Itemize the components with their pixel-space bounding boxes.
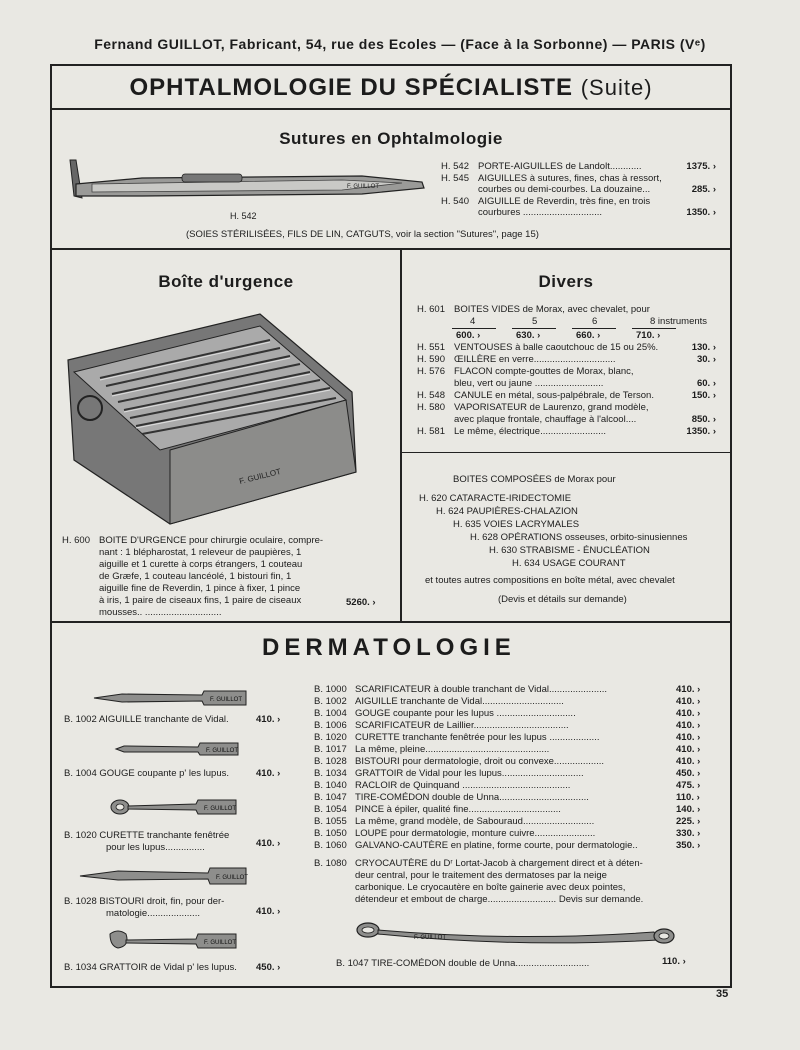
tire-price: 110. › <box>662 956 686 967</box>
illustration-caption: H. 542 <box>230 211 257 221</box>
item-code: B. 1017 <box>314 744 347 755</box>
instrument-price: 660. › <box>576 330 601 341</box>
list-item <box>417 366 634 378</box>
derma-list-item <box>314 732 670 744</box>
list-item <box>454 378 603 390</box>
list-item <box>417 342 658 354</box>
boite-line: mousses.. ............................. <box>99 607 222 618</box>
derma-left-item: B. 1002 AIGUILLE tranchante de Vidal. <box>64 714 229 725</box>
item-price: 225. › <box>676 816 701 827</box>
composees-intro: BOITES COMPOSÉES de Morax pour <box>453 474 616 485</box>
instrument-count: 6 <box>592 316 598 327</box>
underline <box>512 328 556 329</box>
derma-list-item <box>314 696 670 708</box>
derma-left-item: B. 1028 BISTOURI droit, fin, pour der- <box>64 896 225 907</box>
item-price: 450. › <box>676 768 701 779</box>
item-code: H. 548 <box>417 390 445 401</box>
derma-left-item: B. 1020 CURETTE tranchante fenêtrée <box>64 830 230 841</box>
item-code: H. 634 <box>512 558 540 569</box>
boite-title: Boîte d'urgence <box>158 272 294 291</box>
derma-list-item <box>314 828 670 840</box>
item-desc: ŒILLÈRE en verre............................... <box>454 354 616 365</box>
item-code: B. 1040 <box>314 780 347 791</box>
main-title-suffix: (Suite) <box>580 75 653 100</box>
grattoir-illustration <box>108 928 240 952</box>
item-desc: VOIES LACRYMALES <box>483 519 580 530</box>
underline <box>632 328 676 329</box>
item-price: 410. › <box>676 720 701 731</box>
composee-item <box>436 506 578 518</box>
derma-list-item <box>314 804 670 816</box>
item-desc: LOUPE pour dermatologie, monture cuivre....................... <box>355 828 596 839</box>
engraving-text: F. GUILLOT <box>204 806 237 812</box>
item-code: B. 1050 <box>314 828 347 839</box>
derma-list-item <box>314 768 670 780</box>
derma-left-item: B. 1034 GRATTOIR de Vidal p' les lupus. <box>64 962 237 973</box>
instrument-count: 8 instruments <box>650 316 708 327</box>
cryo-line: CRYOCAUTÈRE du Dʳ Lortat-Jacob à chargement direct et à déten- <box>355 858 643 869</box>
aiguille-illustration <box>92 688 252 708</box>
item-code: B. 1054 <box>314 804 347 815</box>
item-desc: GOUGE coupante pour les lupus .............................. <box>355 708 576 719</box>
composees-other: et toutes autres compositions en boîte métal, avec chevalet <box>425 575 675 586</box>
item-desc: VAPORISATEUR de Laurenzo, grand modèle, <box>454 402 649 413</box>
item-code: B. 1028 <box>314 756 347 767</box>
item-desc: GALVANO-CAUTÈRE en platine, forme courte, pour dermatologie.. <box>355 840 638 851</box>
derma-list-item <box>314 840 670 852</box>
item-code: B. 1006 <box>314 720 347 731</box>
item-price: 150. › <box>691 390 716 401</box>
boite-code: H. 600 <box>62 535 90 546</box>
item-price: 285. › <box>691 184 716 195</box>
item-code: H. 620 <box>419 493 447 504</box>
item-desc: Le même, électrique......................... <box>454 426 607 437</box>
list-item <box>478 207 602 219</box>
item-desc: GRATTOIR de Vidal pour les lupus............................... <box>355 768 584 779</box>
derma-left-item: pour les lupus............... <box>106 842 205 853</box>
composee-item <box>419 493 571 505</box>
divider <box>50 108 732 110</box>
item-desc: CANULE en métal, sous-palpébrale, de Terson. <box>454 390 654 401</box>
composee-item <box>512 558 626 570</box>
list-item <box>441 161 642 173</box>
item-code: H. 628 <box>470 532 498 543</box>
item-price: 1350. › <box>686 207 716 218</box>
item-desc: FLACON compte-gouttes de Morax, blanc, <box>454 366 634 377</box>
item-price: 350. › <box>676 840 701 851</box>
item-desc: PORTE-AIGUILLES de Landolt............ <box>478 161 642 172</box>
boite-line: de Græfe, 1 couteau lancéolé, 1 bistouri fin, 1 <box>99 571 292 582</box>
item-price: 410. › <box>676 684 701 695</box>
derma-left-item: matologie.................... <box>106 908 200 919</box>
derma-left-price: 410. › <box>256 838 281 849</box>
tire-caption: B. 1047 TIRE-COMÉDON double de Unna............................ <box>336 958 590 969</box>
item-code: B. 1080 <box>314 858 347 869</box>
item-code: B. 1060 <box>314 840 347 851</box>
boite-line: aiguille fine de Reverdin, 1 pince à fixer, 1 pince <box>99 583 301 594</box>
item-desc: TIRE-COMÉDON double de Unna.................................. <box>355 792 589 803</box>
composee-item <box>470 532 687 544</box>
sutures-note: (SOIES STÉRILISÉES, FILS DE LIN, CATGUTS, voir la section "Sutures", page 15) <box>186 229 539 240</box>
tire-comedon-illustration <box>354 918 680 948</box>
item-code: B. 1034 <box>314 768 347 779</box>
derma-left-price: 450. › <box>256 962 281 973</box>
item-code: H. 542 <box>441 161 469 172</box>
derma-left-item: B. 1004 GOUGE coupante p' les lupus. <box>64 768 229 779</box>
item-desc: AIGUILLE tranchante de Vidal............................... <box>355 696 564 707</box>
instrument-count: 4 <box>470 316 476 327</box>
item-desc: OPÉRATIONS osseuses, orbito-sinusiennes <box>500 532 688 543</box>
emergency-box-illustration <box>60 300 360 526</box>
list-item <box>478 184 650 196</box>
list-item <box>314 858 643 870</box>
item-desc: STRABISME - ÉNUCLÉATION <box>519 545 650 556</box>
item-price: 30. › <box>696 354 716 365</box>
derma-list-item <box>314 684 670 696</box>
item-price: 410. › <box>676 744 701 755</box>
engraving-text: F. GUILLOT <box>210 697 243 703</box>
item-price: 1375. › <box>686 161 716 172</box>
item-desc: La même, pleine............................................... <box>355 744 550 755</box>
cryo-line: deur central, pour le traitement des dermatoses par la neige <box>355 870 607 881</box>
instrument-price: 600. › <box>456 330 481 341</box>
boite-line: aiguille et 1 curette à corps étrangers, 1 couteau <box>99 559 303 570</box>
item-desc: BOITES VIDES de Morax, avec chevalet, pour <box>454 304 650 315</box>
underline <box>452 328 496 329</box>
derma-left-price: 410. › <box>256 768 281 779</box>
item-desc: BISTOURI pour dermatologie, droit ou convexe................... <box>355 756 605 767</box>
item-price: 110. › <box>676 792 700 803</box>
boite-line: à iris, 1 paire de ciseaux fins, 1 paire de ciseaux <box>99 595 302 606</box>
item-price: 850. › <box>691 414 716 425</box>
divider <box>400 452 732 453</box>
engraving-text: F. GUILLOT <box>204 940 237 946</box>
item-desc: CATARACTE-IRIDECTOMIE <box>449 493 572 504</box>
item-code: H. 635 <box>453 519 481 530</box>
list-item <box>417 390 654 402</box>
derma-title: DERMATOLOGIE <box>262 634 516 661</box>
item-code: H. 624 <box>436 506 464 517</box>
needle-holder-illustration <box>62 156 432 212</box>
composee-item <box>489 545 650 557</box>
item-price: 410. › <box>676 696 701 707</box>
item-desc: SCARIFICATEUR à double tranchant de Vidal...................... <box>355 684 608 695</box>
item-desc: AIGUILLES à sutures, fines, chas à ressort, <box>478 173 662 184</box>
item-desc: courbures .............................. <box>478 207 603 218</box>
item-desc: USAGE COURANT <box>542 558 626 569</box>
item-price: 1350. › <box>686 426 716 437</box>
divider <box>400 250 402 621</box>
list-item <box>454 414 636 426</box>
list-item <box>417 304 650 316</box>
main-title-text: OPHTALMOLOGIE DU SPÉCIALISTE <box>129 74 574 101</box>
item-desc: VENTOUSES à balle caoutchouc de 15 ou 25%. <box>454 342 659 353</box>
derma-list-item <box>314 708 670 720</box>
derma-list-item <box>314 720 670 732</box>
derma-list-item <box>314 792 670 804</box>
instrument-price: 630. › <box>516 330 541 341</box>
item-desc: CURETTE tranchante fenêtrée pour les lupus ................... <box>355 732 600 743</box>
item-price: 140. › <box>676 804 701 815</box>
item-code: H. 545 <box>441 173 469 184</box>
item-code: B. 1047 <box>314 792 347 803</box>
divider <box>50 621 732 623</box>
item-price: 410. › <box>676 708 701 719</box>
instrument-count: 5 <box>532 316 538 327</box>
item-price: 410. › <box>676 732 701 743</box>
derma-left-price: 410. › <box>256 714 281 725</box>
boite-line: nant : 1 blépharostat, 1 releveur de paupières, 1 <box>99 547 302 558</box>
item-desc: PAUPIÈRES-CHALAZION <box>466 506 578 517</box>
item-code: B. 1020 <box>314 732 347 743</box>
sutures-title: Sutures en Ophtalmologie <box>279 129 503 148</box>
list-item <box>417 426 606 438</box>
item-code: B. 1055 <box>314 816 347 827</box>
item-code: B. 1004 <box>314 708 347 719</box>
item-desc: PINCE à épiler, qualité fine................................... <box>355 804 561 815</box>
composees-note: (Devis et détails sur demande) <box>498 594 627 605</box>
engraving-text: F. GUILLOT <box>216 875 249 881</box>
item-price: 130. › <box>691 342 716 353</box>
engraving-text: F. GUILLOT <box>347 184 380 190</box>
item-desc: courbes ou demi-courbes. La douzaine... <box>478 184 651 195</box>
item-code: H. 581 <box>417 426 445 437</box>
bistouri-illustration <box>78 866 250 886</box>
item-desc: AIGUILLE de Reverdin, très fine, en trois <box>478 196 651 207</box>
derma-left-price: 410. › <box>256 906 281 917</box>
list-item <box>417 402 649 414</box>
item-code: H. 630 <box>489 545 517 556</box>
list-item <box>417 354 616 366</box>
composee-item <box>453 519 579 531</box>
curette-illustration <box>108 796 242 818</box>
item-code: H. 580 <box>417 402 445 413</box>
page-number: 35 <box>716 988 729 1000</box>
item-price: 410. › <box>676 756 701 767</box>
instrument-price: 710. › <box>636 330 661 341</box>
item-code: B. 1000 <box>314 684 347 695</box>
underline <box>572 328 616 329</box>
divider <box>50 248 732 250</box>
cryo-line: détendeur et embout de charge.......................... Devis sur demande. <box>355 894 644 905</box>
item-price: 330. › <box>676 828 701 839</box>
item-code: H. 540 <box>441 196 469 207</box>
item-code: B. 1002 <box>314 696 347 707</box>
engraving-text: F. GUILLOT <box>206 748 239 754</box>
derma-list-item <box>314 756 670 768</box>
boite-line: BOITE D'URGENCE pour chirurgie oculaire, compre- <box>99 535 324 546</box>
derma-list-item <box>314 780 670 792</box>
item-code: H. 590 <box>417 354 445 365</box>
derma-list-item <box>314 816 670 828</box>
engraving-text: F. GUILLOT <box>238 466 282 486</box>
engraving-text: F. GUILLOT <box>414 935 447 941</box>
main-title <box>52 74 730 102</box>
gouge-illustration <box>114 740 244 758</box>
item-code: H. 551 <box>417 342 445 353</box>
page-header: Fernand GUILLOT, Fabricant, 54, rue des Ecoles — (Face à la Sorbonne) — PARIS (Vᵉ) <box>94 36 706 52</box>
item-code: H. 601 <box>417 304 445 315</box>
item-desc: SCARIFICATEUR de Laillier.................................... <box>355 720 569 731</box>
item-price: 475. › <box>676 780 701 791</box>
divers-title: Divers <box>538 272 594 291</box>
item-code: H. 576 <box>417 366 445 377</box>
item-desc: La même, grand modèle, de Sabouraud........................... <box>355 816 595 827</box>
item-desc: RACLOIR de Quinquand ......................................... <box>355 780 571 791</box>
boite-price: 5260. › <box>346 597 376 608</box>
item-price: 60. › <box>696 378 716 389</box>
item-desc: avec plaque frontale, chauffage à l'alcool.... <box>454 414 637 425</box>
derma-list-item <box>314 744 670 756</box>
cryo-line: carbonique. Le cryocautère en boîte gainerie avec deux pointes, <box>355 882 626 893</box>
item-desc: bleu, vert ou jaune .......................... <box>454 378 604 389</box>
